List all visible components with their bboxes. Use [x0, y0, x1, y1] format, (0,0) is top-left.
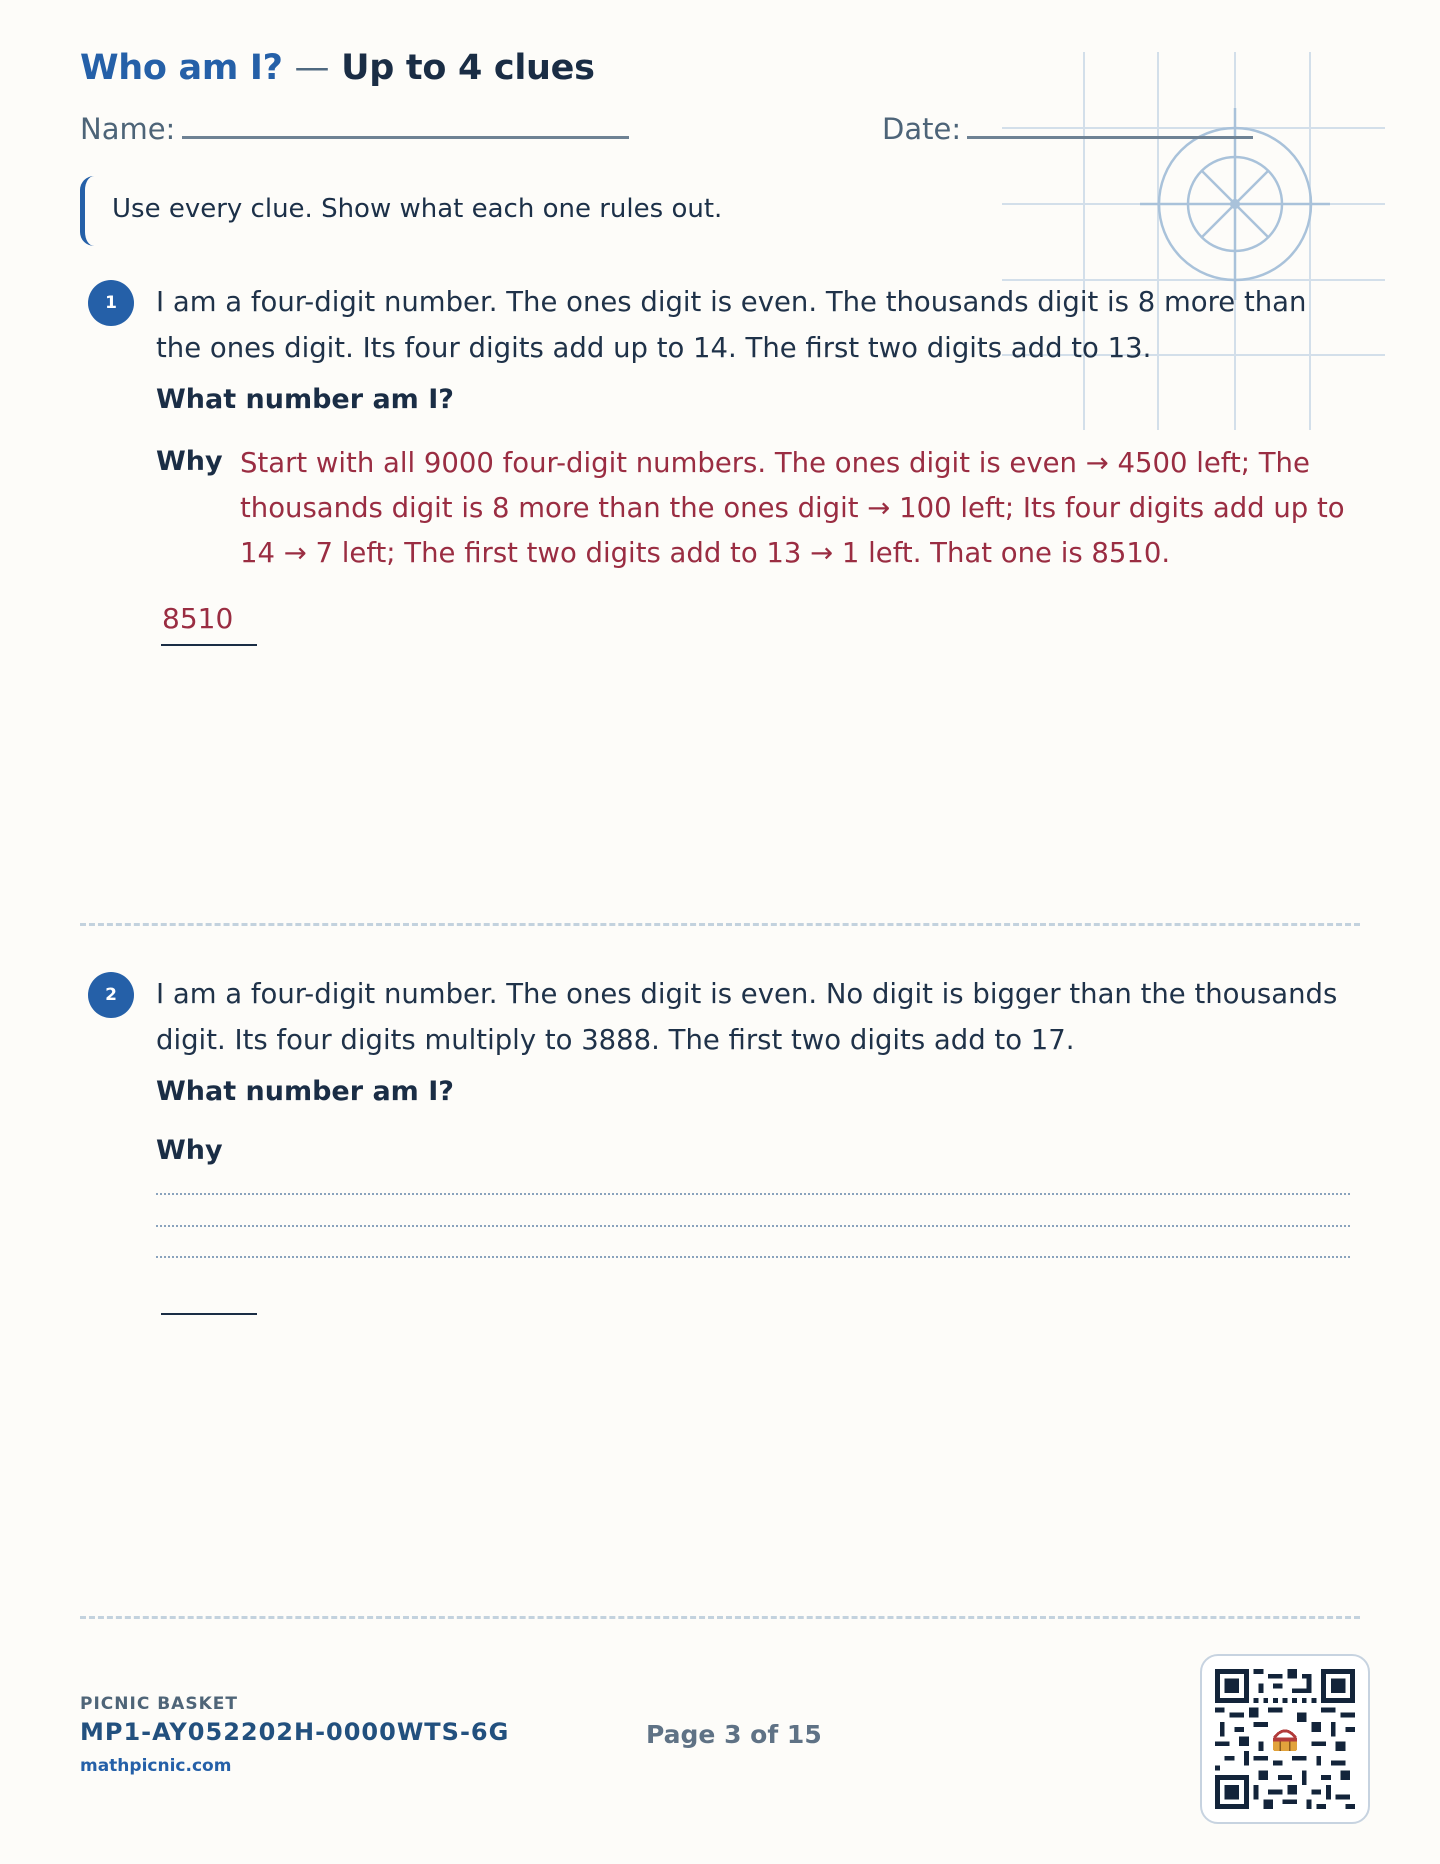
qr-code-icon — [1215, 1669, 1355, 1809]
instruction-callout — [80, 176, 780, 246]
writing-line[interactable] — [156, 1193, 1350, 1195]
problem-prompt: I am a four-digit number. The ones digit is even. No digit is bigger than the thousands digit. Its four digits multiply to 3888. The first two digits add to 17. — [156, 978, 1338, 1056]
brand-name: PICNIC BASKET — [80, 1694, 238, 1714]
worksheet-code: MP1-AY052202H-0000WTS-6G — [80, 1718, 510, 1746]
name-label: Name: — [80, 112, 176, 146]
instruction-text: Use every clue. Show what each one rules out. — [112, 194, 723, 224]
answer-value: 8510 — [162, 602, 234, 635]
answer-field[interactable] — [161, 1313, 257, 1315]
date-label: Date: — [882, 112, 962, 146]
title-sub: Up to 4 clues — [341, 48, 595, 88]
section-divider — [80, 1616, 1360, 1619]
site-link[interactable]: mathpicnic.com — [80, 1756, 232, 1776]
why-explanation: Start with all 9000 four-digit numbers. The ones digit is even → 4500 left; The thousands digit is 8 more than the ones digit → 100 left; Its four digits add up to 14 → 7 left; The first two digits add to 13 → 1 left. That one is 8510. — [240, 447, 1345, 569]
section-divider — [80, 923, 1360, 926]
problem-prompt: I am a four-digit number. The ones digit is even. The thousands digit is 8 more than the ones digit. Its four digits add up to 14. The first two digits add to 13. — [156, 286, 1307, 364]
title-dash: — — [294, 48, 330, 88]
why-label: Why — [156, 1135, 223, 1166]
compass-grid-icon — [1000, 50, 1390, 440]
date-field[interactable] — [967, 136, 1253, 139]
why-label: Why — [156, 446, 223, 477]
problem-question: What number am I? — [156, 384, 454, 415]
name-field[interactable] — [182, 136, 629, 139]
qr-code-container — [1200, 1654, 1370, 1824]
callout-bracket — [80, 176, 95, 246]
answer-field[interactable] — [161, 644, 257, 646]
problem-question: What number am I? — [156, 1076, 454, 1107]
title-main: Who am I? — [80, 48, 283, 88]
page-number: Page 3 of 15 — [646, 1720, 822, 1749]
writing-line[interactable] — [156, 1225, 1350, 1227]
writing-line[interactable] — [156, 1256, 1350, 1258]
problem-number-badge: 1 — [88, 280, 134, 326]
page-title — [80, 48, 595, 88]
problem-number-badge: 2 — [88, 972, 134, 1018]
